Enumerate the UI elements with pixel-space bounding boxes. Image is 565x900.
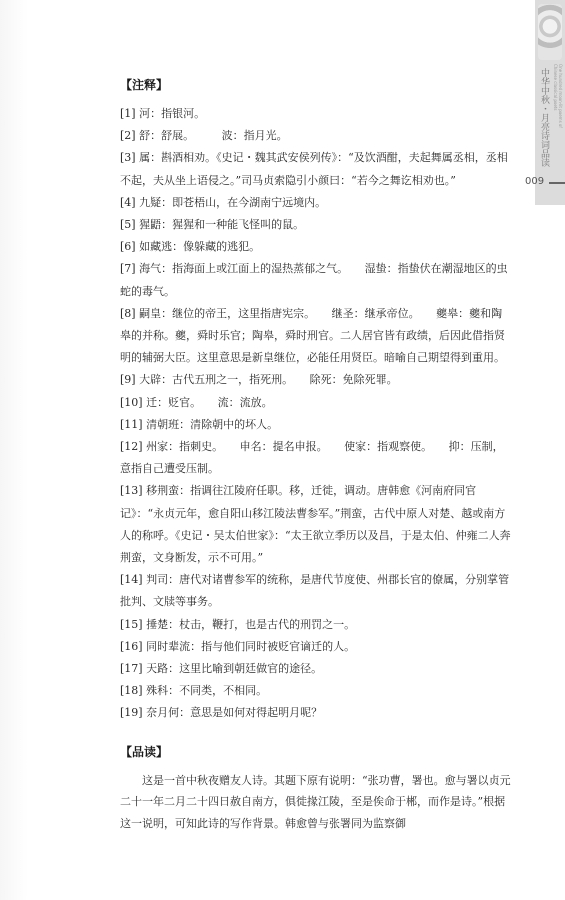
note-item: [5] 猩鼯：猩猩和一种能飞怪叫的鼠。 — [120, 218, 305, 232]
note-item: [1] 河：指银河。 — [120, 107, 206, 120]
note-item: [6] 如藏逃：像躲藏的逃犯。 — [120, 240, 261, 254]
note-item: [10] 迁：贬官。 流：流放。 — [120, 395, 273, 409]
note-item: [16] 同时辈流：指与他们同时被贬官谪迁的人。 — [120, 639, 356, 653]
note-item: [11] 清朝班：清除朝中的坏人。 — [120, 417, 279, 431]
note-item: [17] 天路：这里比喻到朝廷做官的途径。 — [120, 662, 323, 676]
notes-list — [120, 103, 512, 725]
note-item: [9] 大辟：古代五刑之一，指死刑。 除死：免除死罪。 — [120, 373, 398, 387]
note-item: [8] 嗣皇：继位的帝王，这里指唐宪宗。 继圣：继承帝位。 夔皋：夔和陶皋的并称。夔，舜时乐官；陶皋，舜时刑官。二人居官皆有政绩，后因此借指贤明的辅弼大臣。这里意思是新皇继位，必能任用贤臣。暗喻自己期望得到重用。 — [120, 306, 505, 365]
side-book-title: 中华中秋・月亮诗词品读 — [539, 68, 549, 167]
page-gutter-shadow — [0, 0, 28, 900]
medallion-icon — [538, 4, 562, 60]
note-item: [12] 州家：指刺史。 申名：提名申报。 使家：指观察使。 抑：压制，意指自己遭受压制。 — [120, 440, 504, 476]
reading-paragraph: 这是一首中秋夜赠友人诗。其题下原有说明：“张功曹，署也。愈与署以贞元二十一年二月二十四日赦自南方，俱徙掾江陵，至是俟命于郴，而作是诗。”根据这一说明，可知此诗的写作背景。韩愈曾与张署同为监察御 — [120, 773, 511, 830]
note-item: [4] 九疑：即苍梧山，在今湖南宁远境内。 — [120, 195, 327, 209]
reading-heading: 【品读】 — [120, 744, 169, 759]
note-item: [19] 奈月何：意思是如何对得起明月呢？ — [120, 706, 323, 720]
page-number — [525, 176, 565, 190]
page-number-text: 009 — [525, 176, 545, 187]
note-item: [2] 舒：舒展。 波：指月光。 — [120, 129, 288, 143]
page-number-rule — [549, 182, 565, 184]
note-item: [3] 属：斟酒相劝。《史记・魏其武安侯列传》：“及饮酒酣，夫起舞属丞相，丞相不起，夫从坐上语侵之。”司马贞索隐引小颜曰：“若今之舞讫相劝也。” — [120, 151, 508, 187]
note-item: [14] 判司：唐代对诸曹参军的统称，是唐代节度使、州郡长官的僚属，分别掌管批判、文牍等事务。 — [120, 573, 510, 609]
page-content — [120, 76, 512, 834]
notes-heading: 【注释】 — [120, 78, 169, 92]
side-chapter-tab — [535, 0, 565, 205]
side-english-text: One hundred moon-lit poems of Chinese classical poets — [553, 64, 563, 128]
note-item: [13] 移荆蛮：指调往江陵府任职。移，迁徙，调动。唐韩愈《河南府同官记》：“永贞元年，愈自阳山移江陵法曹参军。”荆蛮，古代中原人对楚、越或南方人的称呼。《史记・吴太伯世家》：“太王欲立季历以及昌，于是太伯、仲雍二人奔荆蛮，文身断发，示不可用。” — [120, 484, 511, 565]
note-item: [15] 捶楚：杖击，鞭打，也是古代的刑罚之一。 — [120, 617, 356, 631]
note-item: [7] 海气：指海面上或江面上的湿热蒸郁之气。 湿蛰：指蛰伏在潮湿地区的虫蛇的毒气。 — [120, 262, 508, 298]
note-item: [18] 殊科：不同类，不相同。 — [120, 684, 268, 698]
